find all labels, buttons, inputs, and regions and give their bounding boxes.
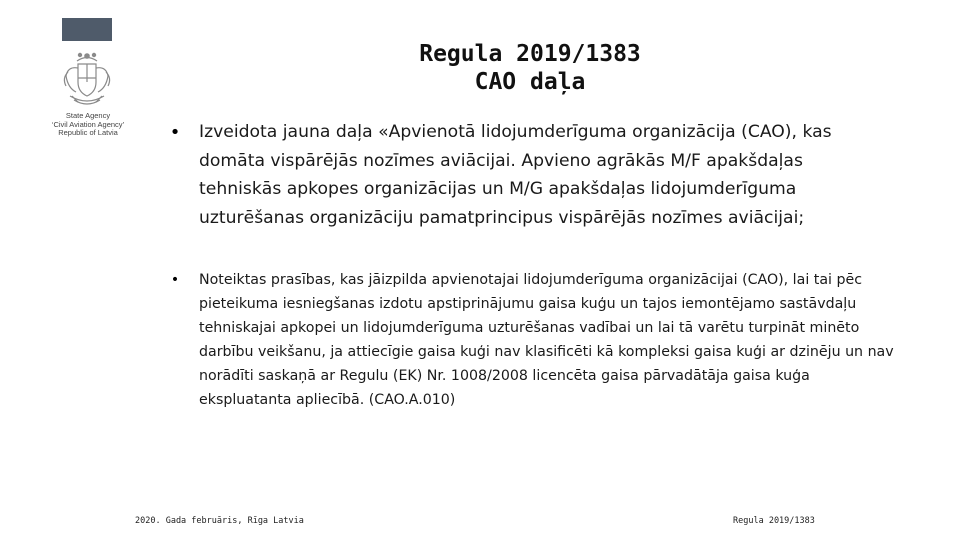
bullet-item (168, 118, 883, 232)
agency-line: ‘Civil Aviation Agency’ (51, 119, 125, 129)
title-line-1: Regula 2019/1383 (419, 41, 641, 67)
agency-line: State Agency (65, 111, 111, 120)
bullet-marker: • (170, 272, 180, 288)
coat-of-arms-icon (58, 48, 116, 110)
logo-bar (62, 18, 112, 41)
bullet-text: Izveidota jauna daļa «Apvienotā lidojumderīguma organizācija (CAO), kas domāta vispārējās nozīmes aviācijai. Apvieno agrākās M/F apakšdaļas tehniskās apkopes organizācijas un M/G apakšdaļas lidojumderīguma uzturēšanas organizāciju pamatprincipus vispārējās nozīmes aviācijai; (199, 122, 832, 228)
bullet-item (168, 268, 898, 412)
title-line-2: CAO daļa (474, 69, 586, 95)
slide-title (300, 40, 760, 96)
agency-name (34, 112, 142, 138)
agency-line: Republic of Latvia (58, 128, 118, 137)
bullet-marker: • (169, 122, 181, 143)
footer-regulation: Regula 2019/1383 (733, 516, 815, 526)
bullet-text: Noteiktas prasības, kas jāizpilda apvienotajai lidojumderīguma organizācijai (CAO), lai tai pēc pieteikuma iesniegšanas izdotu apstiprinājumu gaisa kuģu un tajos iemontējamo sastāvdaļu tehniskajai apkopei un lidojumderīguma uzturēšanas vadībai un lai tā varētu turpināt minēto darbību veikšanu, ja attiecīgie gaisa kuģi nav klasificēti kā kompleksi gaisa kuģi ar dzinēju un nav norādīti saskaņā ar Regulu (EK) Nr. 1008/2008 licencēta gaisa pārvadātāja gaisa kuģa ekspluatanta apliecībā. (CAO.A.010) (199, 272, 894, 408)
footer-date: 2020. Gada februāris, Rīga Latvia (135, 516, 304, 526)
